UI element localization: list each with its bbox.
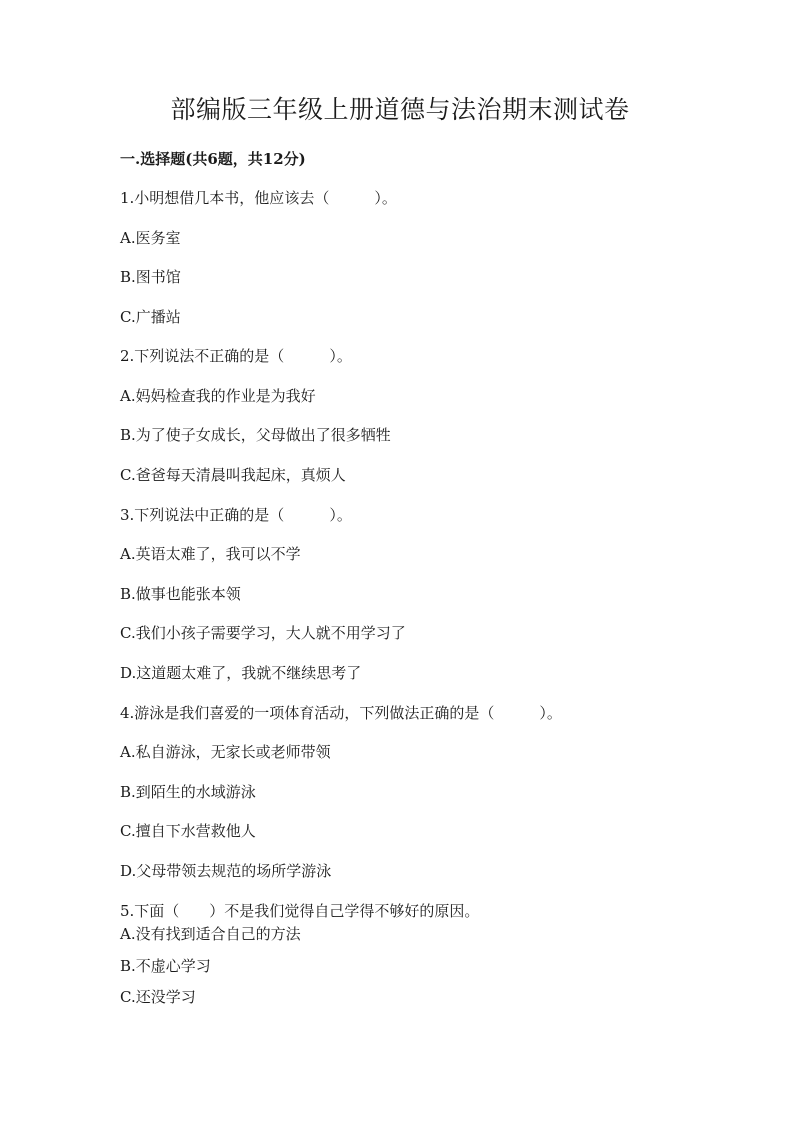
answer-option: D.父母带领去规范的场所学游泳 <box>120 862 332 880</box>
answer-option: A.妈妈检查我的作业是为我好 <box>120 387 316 405</box>
section-heading: 一.选择题(共6题，共12分) <box>120 150 306 168</box>
answer-option: B.到陌生的水域游泳 <box>120 783 256 801</box>
answer-option: B.做事也能张本领 <box>120 585 241 603</box>
answer-option: A.英语太难了，我可以不学 <box>120 545 301 563</box>
question-stem: 4.游泳是我们喜爱的一项体育活动，下列做法正确的是（ ）。 <box>120 704 562 722</box>
page-title: 部编版三年级上册道德与法治期末测试卷 <box>170 95 630 124</box>
answer-option: C.还没学习 <box>120 988 196 1006</box>
answer-option: A.医务室 <box>120 229 181 247</box>
answer-option: A.没有找到适合自己的方法 <box>120 925 301 943</box>
question-stem: 3.下列说法中正确的是（ ）。 <box>120 506 352 524</box>
answer-option: A.私自游泳，无家长或老师带领 <box>120 743 331 761</box>
answer-option: C.广播站 <box>120 308 181 326</box>
answer-option: C.爸爸每天清晨叫我起床，真烦人 <box>120 466 346 484</box>
answer-option: D.这道题太难了，我就不继续思考了 <box>120 664 362 682</box>
answer-option: C.擅自下水营救他人 <box>120 822 256 840</box>
answer-option: B.图书馆 <box>120 268 181 286</box>
question-stem: 1.小明想借几本书，他应该去（ ）。 <box>120 189 397 207</box>
answer-option: B.不虚心学习 <box>120 957 211 975</box>
question-stem: 5.下面（ ）不是我们觉得自己学得不够好的原因。 <box>120 902 480 920</box>
answer-option: C.我们小孩子需要学习，大人就不用学习了 <box>120 624 406 642</box>
answer-option: B.为了使子女成长，父母做出了很多牺牲 <box>120 426 391 444</box>
question-stem: 2.下列说法不正确的是（ ）。 <box>120 347 352 365</box>
